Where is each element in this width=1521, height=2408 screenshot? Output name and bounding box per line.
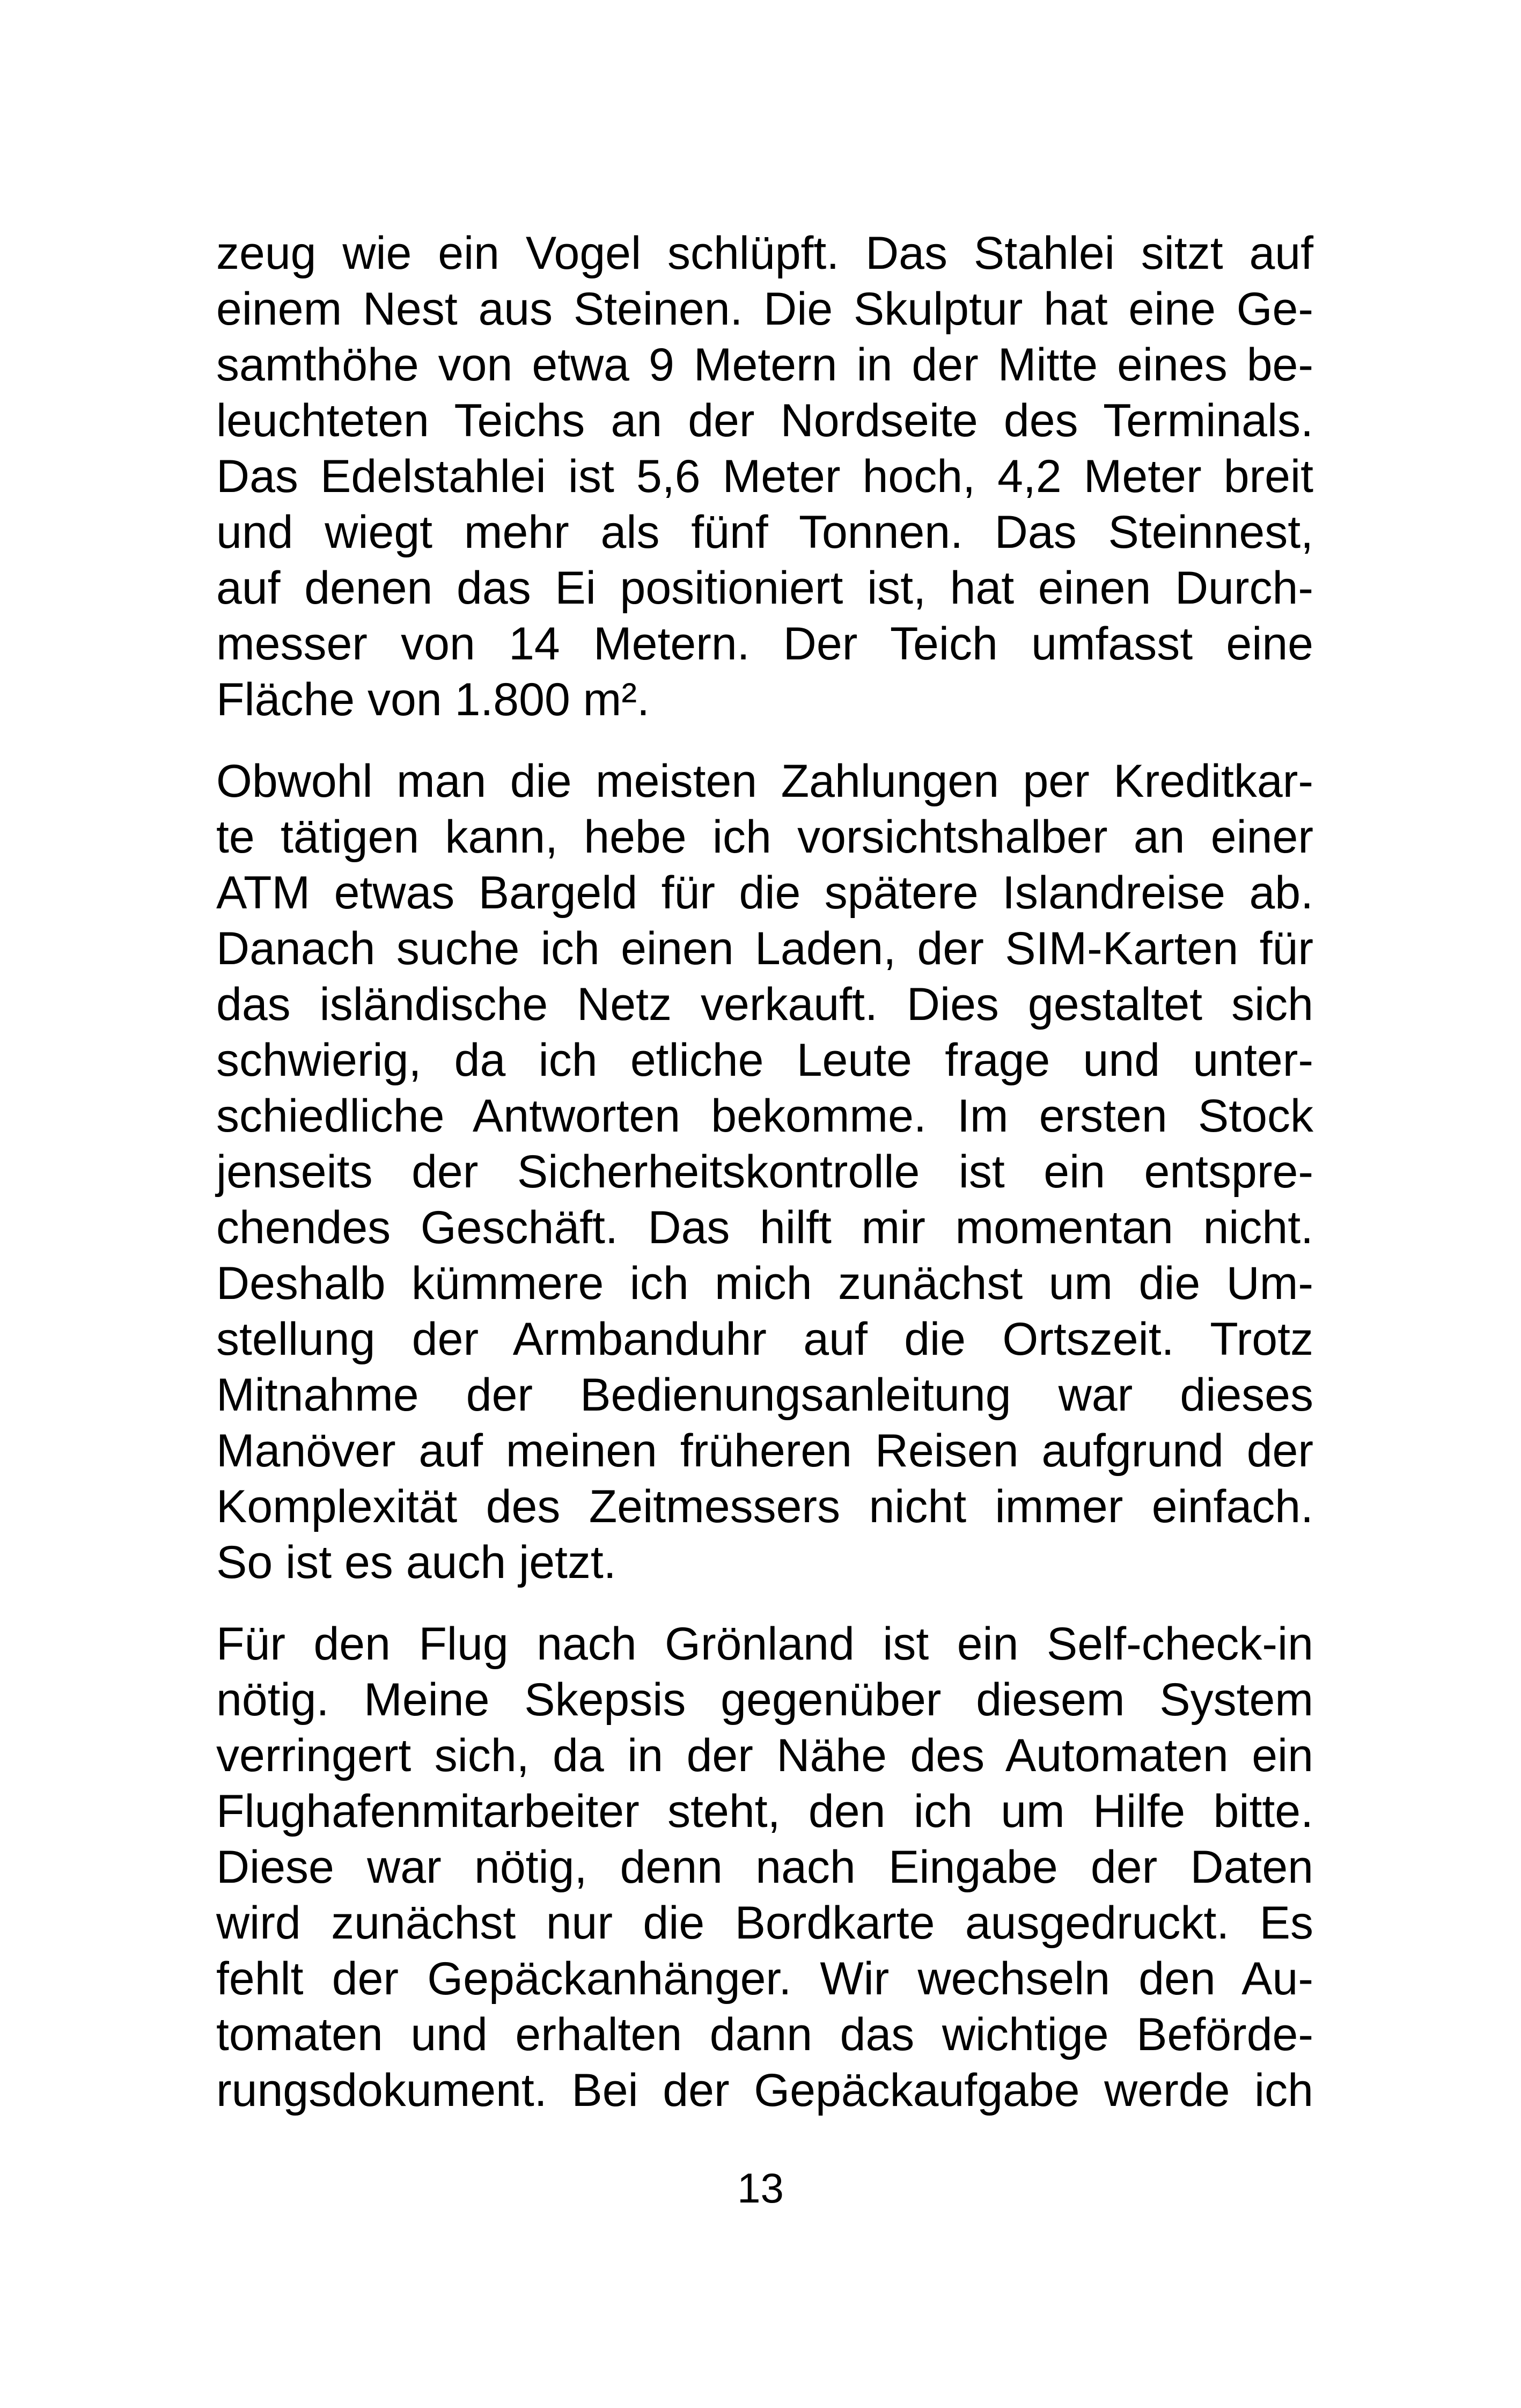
text-line: tomaten und erhalten dann das wichtige Beförde- [216,2009,1313,2060]
paragraph-spacer [216,728,1313,753]
text-line: und wiegt mehr als fünf Tonnen. Das Steinnest, [216,506,1313,558]
paragraph-3 [216,1616,1313,2118]
text-line: Diese war nötig, denn nach Eingabe der Daten [216,1841,1313,1893]
body-text [216,225,1313,2118]
text-line: Fläche von 1.800 m². [216,674,650,725]
paragraph-1 [216,225,1313,728]
page-number: 13 [737,2164,784,2212]
paragraph-spacer [216,1590,1313,1616]
text-line: Flughafenmitarbeiter steht, den ich um Hilfe bitte. [216,1786,1313,1837]
text-line: schwierig, da ich etliche Leute frage und unter- [216,1034,1313,1086]
text-line: Danach suche ich einen Laden, der SIM-Karten für [216,923,1313,974]
text-line: einem Nest aus Steinen. Die Skulptur hat eine Ge- [216,283,1313,335]
text-line: Obwohl man die meisten Zahlungen per Kreditkar- [216,755,1313,807]
text-line: te tätigen kann, hebe ich vorsichtshalber an einer [216,811,1313,863]
text-line: wird zunächst nur die Bordkarte ausgedruckt. Es [216,1897,1313,1949]
text-line: rungsdokument. Bei der Gepäckaufgabe werde ich [216,2065,1313,2116]
text-line: Komplexität des Zeitmessers nicht immer einfach. [216,1481,1313,1532]
text-line: jenseits der Sicherheitskontrolle ist ein entspre- [216,1146,1313,1198]
paragraph-2 [216,753,1313,1590]
text-line: chendes Geschäft. Das hilft mir momentan nicht. [216,1202,1313,1253]
text-line: So ist es auch jetzt. [216,1537,616,1588]
text-line: zeug wie ein Vogel schlüpft. Das Stahlei sitzt auf [216,227,1313,279]
text-line: das isländische Netz verkauft. Dies gestaltet sich [216,979,1313,1030]
text-line: ATM etwas Bargeld für die spätere Islandreise ab. [216,867,1313,919]
text-line: messer von 14 Metern. Der Teich umfasst eine [216,618,1313,670]
text-line: Mitnahme der Bedienungsanleitung war dieses [216,1369,1313,1421]
text-line: samthöhe von etwa 9 Metern in der Mitte eines be- [216,339,1313,391]
text-line: Manöver auf meinen früheren Reisen aufgrund der [216,1425,1313,1477]
text-line: auf denen das Ei positioniert ist, hat einen Durch- [216,562,1313,614]
text-line: verringert sich, da in der Nähe des Automaten ein [216,1730,1313,1781]
text-line: Das Edelstahlei ist 5,6 Meter hoch, 4,2 Meter breit [216,451,1313,502]
text-line: leuchteten Teichs an der Nordseite des Terminals. [216,395,1313,446]
text-line: schiedliche Antworten bekomme. Im ersten Stock [216,1090,1313,1142]
text-line: fehlt der Gepäckanhänger. Wir wechseln den Au- [216,1953,1313,2005]
text-line: Für den Flug nach Grönland ist ein Self-check-in [216,1618,1313,1670]
text-line: nötig. Meine Skepsis gegenüber diesem System [216,1674,1313,1726]
text-line: Deshalb kümmere ich mich zunächst um die Um- [216,1258,1313,1309]
text-line: stellung der Armbanduhr auf die Ortszeit. Trotz [216,1313,1313,1365]
